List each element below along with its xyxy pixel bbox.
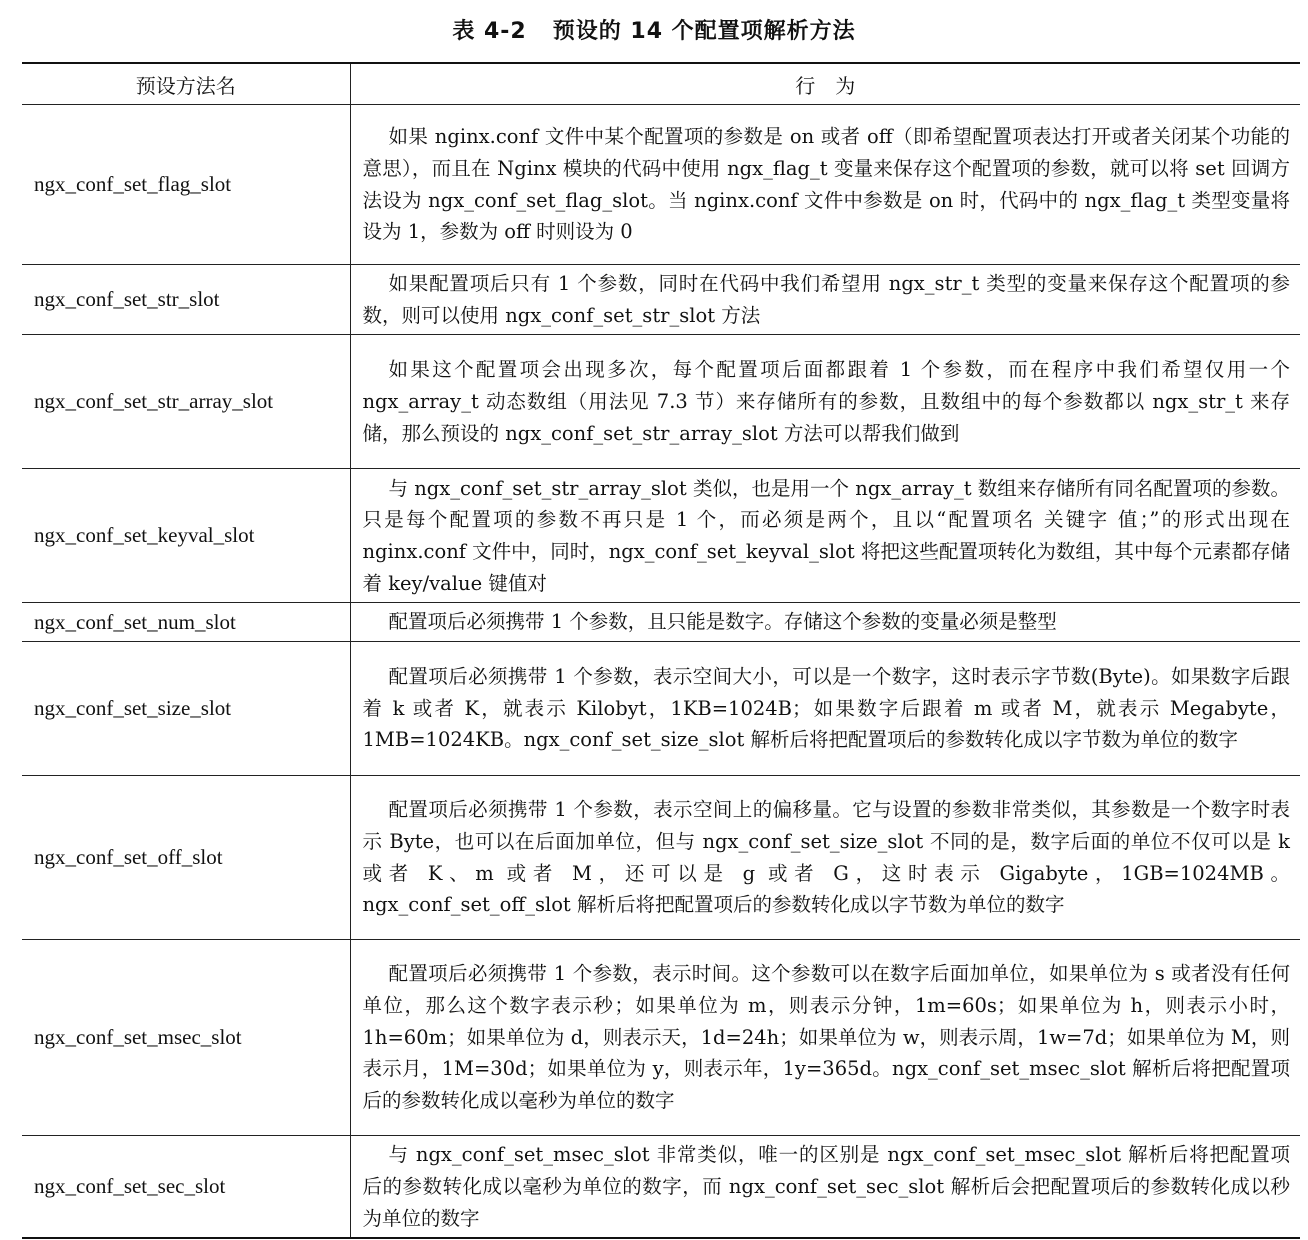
- config-methods-table: [22, 62, 1300, 1239]
- method-name-cell: ngx_conf_set_str_slot: [22, 265, 350, 335]
- behavior-cell: 配置项后必须携带 1 个参数，表示空间上的偏移量。它与设置的参数非常类似，其参数是一个数字时表示 Byte，也可以在后面加单位，但与 ngx_conf_set_size_slot 不同的是，数字后面的单位不仅可以是 k 或者 K、m 或者 M，还可以是 g 或者 G，这时表示 Gigabyte，1GB=1024MB。ngx_conf_set_off_slot 解析后将把配置项后的参数转化成以字节数为单位的数字: [350, 776, 1300, 940]
- table-row: [22, 1136, 1300, 1239]
- method-name-cell: ngx_conf_set_num_slot: [22, 603, 350, 642]
- table-row: [22, 335, 1300, 469]
- header-method-name: 预设方法名: [22, 63, 350, 105]
- table-row: [22, 105, 1300, 265]
- method-name-cell: ngx_conf_set_size_slot: [22, 642, 350, 776]
- behavior-cell: 如果这个配置项会出现多次，每个配置项后面都跟着 1 个参数，而在程序中我们希望仅用一个 ngx_array_t 动态数组（用法见 7.3 节）来存储所有的参数，且数组中的每个参数都以 ngx_str_t 来存储，那么预设的 ngx_conf_set_str_array_slot 方法可以帮我们做到: [350, 335, 1300, 469]
- method-name-cell: ngx_conf_set_msec_slot: [22, 940, 350, 1136]
- method-name-cell: ngx_conf_set_str_array_slot: [22, 335, 350, 469]
- behavior-cell: 配置项后必须携带 1 个参数，表示空间大小，可以是一个数字，这时表示字节数(Byte)。如果数字后跟着 k 或者 K，就表示 Kilobyt，1KB=1024B；如果数字后跟着 m 或者 M，就表示 Megabyte，1MB=1024KB。ngx_conf_set_size_slot 解析后将把配置项后的参数转化成以字节数为单位的数字: [350, 642, 1300, 776]
- table-row: [22, 776, 1300, 940]
- table-row: [22, 940, 1300, 1136]
- behavior-cell: 如果配置项后只有 1 个参数，同时在代码中我们希望用 ngx_str_t 类型的变量来保存这个配置项的参数，则可以使用 ngx_conf_set_str_slot 方法: [350, 265, 1300, 335]
- method-name-cell: ngx_conf_set_keyval_slot: [22, 469, 350, 603]
- header-behavior: 行 为: [350, 63, 1300, 105]
- behavior-cell: 配置项后必须携带 1 个参数，表示时间。这个参数可以在数字后面加单位，如果单位为 s 或者没有任何单位，那么这个数字表示秒；如果单位为 m，则表示分钟，1m=60s；如果单位为 h，则表示小时，1h=60m；如果单位为 d，则表示天，1d=24h；如果单位为 w，则表示周，1w=7d；如果单位为 M，则表示月，1M=30d；如果单位为 y，则表示年，1y=365d。ngx_conf_set_msec_slot 解析后将把配置项后的参数转化成以毫秒为单位的数字: [350, 940, 1300, 1136]
- table-header-row: [22, 63, 1300, 105]
- method-name-cell: ngx_conf_set_sec_slot: [22, 1136, 350, 1239]
- table-title: 预设的 14 个配置项解析方法: [552, 19, 856, 44]
- behavior-cell: 如果 nginx.conf 文件中某个配置项的参数是 on 或者 off（即希望配置项表达打开或者关闭某个功能的意思），而且在 Nginx 模块的代码中使用 ngx_flag_t 变量来保存这个配置项的参数，就可以将 set 回调方法设为 ngx_conf_set_flag_slot。当 nginx.conf 文件中参数是 on 时，代码中的 ngx_flag_t 类型变量将设为 1，参数为 off 时则设为 0: [350, 105, 1300, 265]
- table-row: [22, 265, 1300, 335]
- behavior-cell: 与 ngx_conf_set_msec_slot 非常类似，唯一的区别是 ngx_conf_set_msec_slot 解析后将把配置项后的参数转化成以毫秒为单位的数字，而 ngx_conf_set_sec_slot 解析后会把配置项后的参数转化成以秒为单位的数字: [350, 1136, 1300, 1239]
- table-row: [22, 469, 1300, 603]
- table-number: 表 4-2: [452, 19, 527, 44]
- behavior-cell: 与 ngx_conf_set_str_array_slot 类似，也是用一个 ngx_array_t 数组来存储所有同名配置项的参数。只是每个配置项的参数不再只是 1 个，而必须是两个，且以“配置项名 关键字 值；”的形式出现在 nginx.conf 文件中，同时，ngx_conf_set_keyval_slot 将把这些配置项转化为数组，其中每个元素都存储着 key/value 键值对: [350, 469, 1300, 603]
- behavior-cell: 配置项后必须携带 1 个参数，且只能是数字。存储这个参数的变量必须是整型: [350, 603, 1300, 642]
- table-row: [22, 642, 1300, 776]
- method-name-cell: ngx_conf_set_off_slot: [22, 776, 350, 940]
- table-row: [22, 603, 1300, 642]
- table-caption: [0, 14, 1308, 50]
- method-name-cell: ngx_conf_set_flag_slot: [22, 105, 350, 265]
